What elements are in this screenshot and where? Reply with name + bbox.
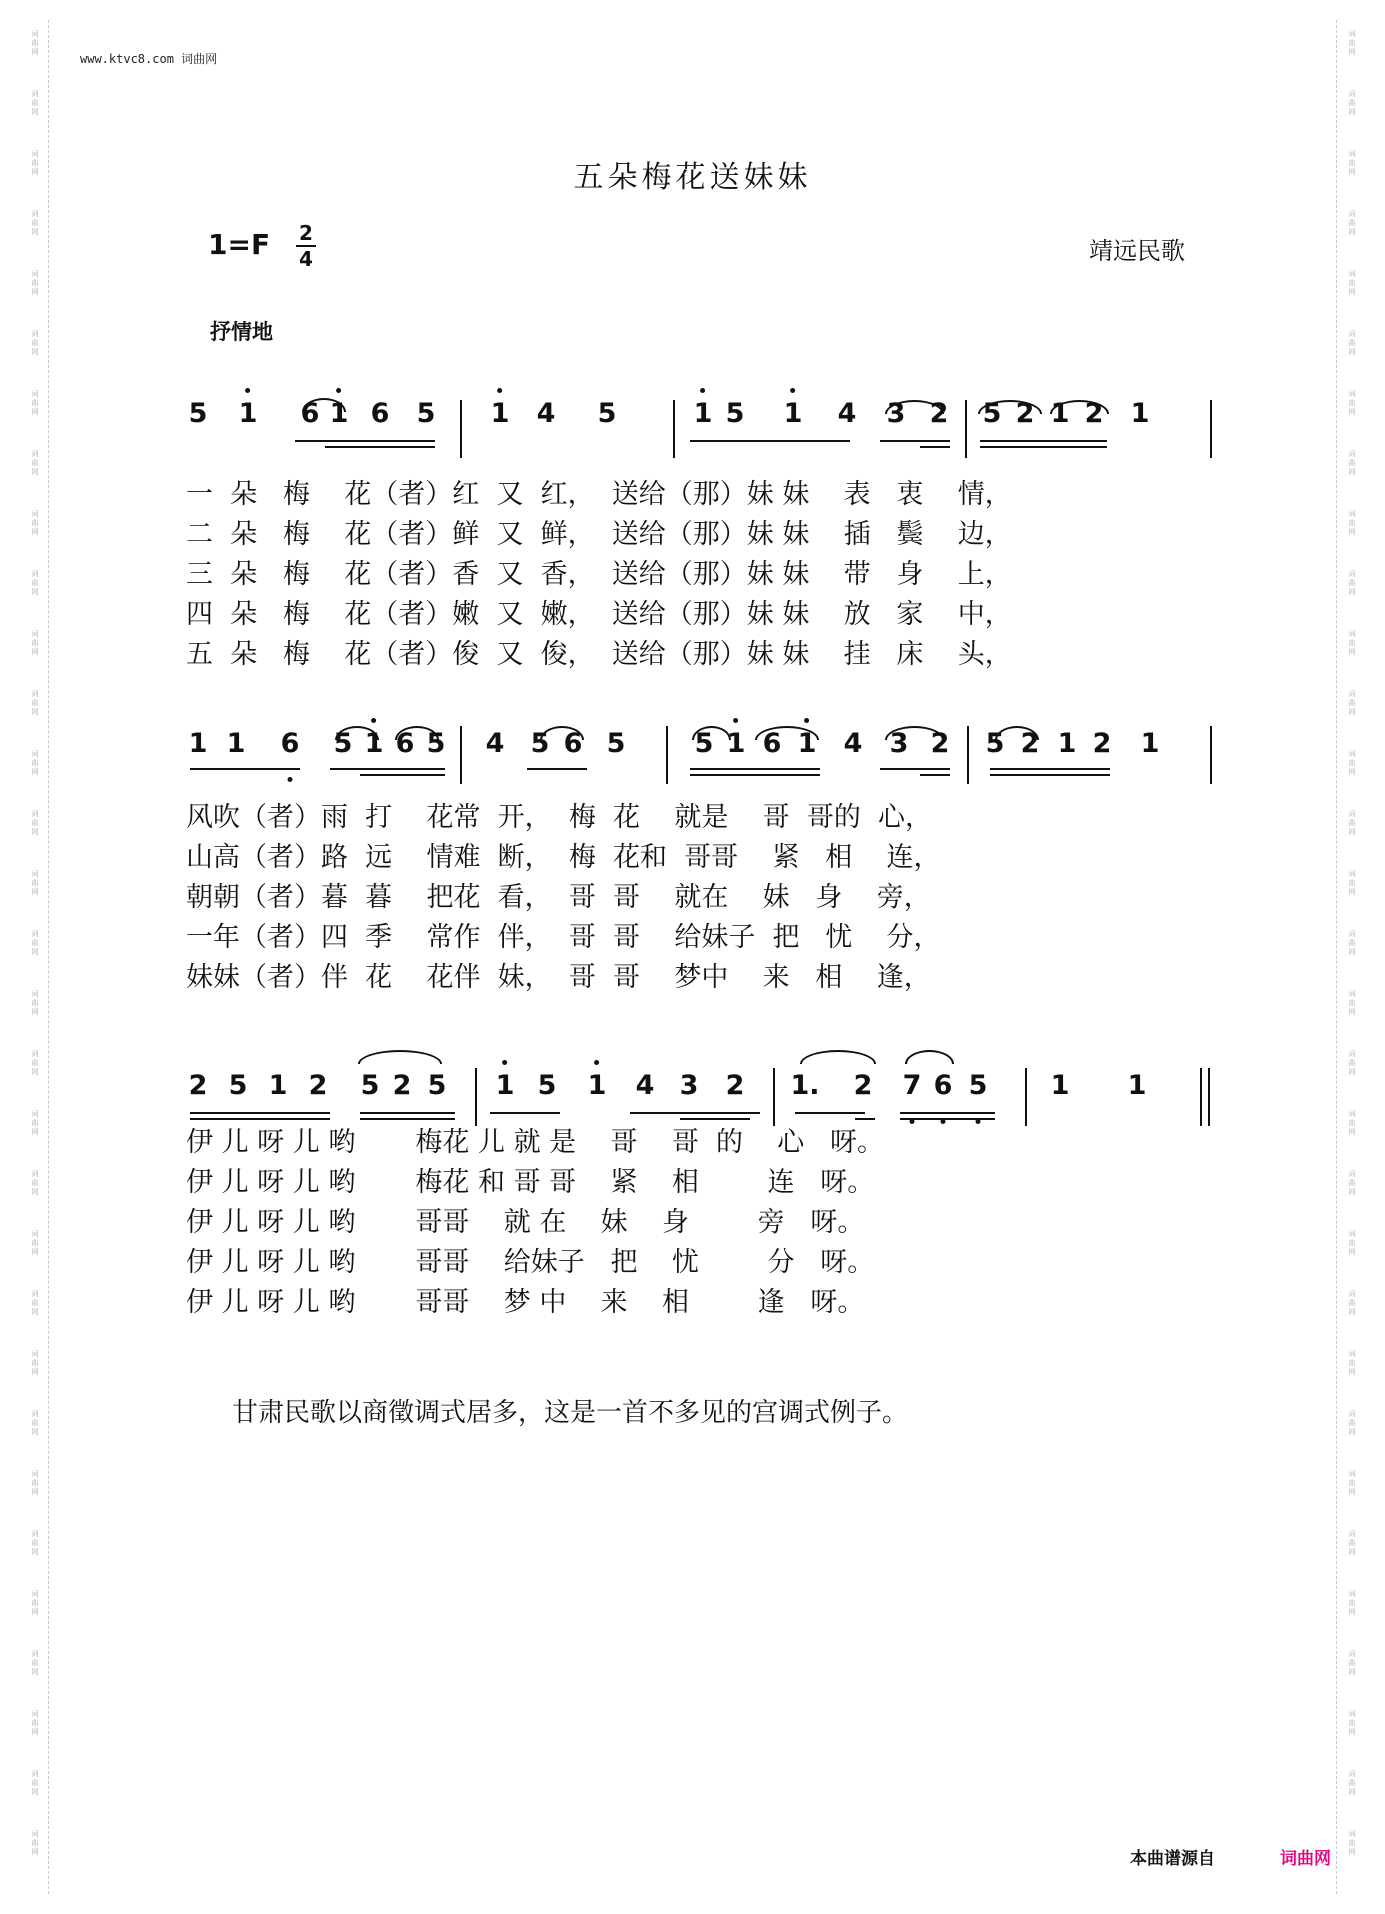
beam	[880, 440, 950, 442]
slur	[302, 398, 346, 412]
watermark-text: 词 曲 网	[31, 630, 39, 656]
watermark-text: 词 曲 网	[31, 390, 39, 416]
note: 7	[902, 1070, 922, 1101]
beam	[920, 774, 950, 776]
note: 6	[370, 398, 390, 429]
beam	[980, 440, 1107, 442]
watermark-text: 词 曲 网	[1348, 870, 1356, 896]
note: 6	[280, 728, 300, 759]
watermark-text: 词 曲 网	[1348, 510, 1356, 536]
bar-line	[1025, 1068, 1027, 1126]
note: 1	[239, 398, 258, 429]
note: 1	[798, 728, 817, 759]
note: 3	[889, 728, 909, 759]
watermark-text: 词 曲 网	[1348, 1830, 1356, 1856]
note: 1	[784, 398, 803, 429]
note: 5	[537, 1070, 557, 1101]
note: 6	[300, 398, 320, 429]
watermark-text: 词 曲 网	[31, 1650, 39, 1676]
watermark-text: 词 曲 网	[31, 1050, 39, 1076]
watermark-text: 词 曲 网	[1348, 1470, 1356, 1496]
commentary-text: 甘肃民歌以商徵调式居多，这是一首不多见的宫调式例子。	[232, 1398, 909, 1428]
note: 2	[188, 1070, 208, 1101]
meter-top: 2	[299, 221, 313, 245]
song-origin: 靖远民歌	[1089, 237, 1185, 265]
beam	[527, 768, 587, 770]
note: 2	[1092, 728, 1112, 759]
note: 3	[679, 1070, 699, 1101]
watermark-text: 词 曲 网	[1348, 1230, 1356, 1256]
watermark-text: 词 曲 网	[31, 1530, 39, 1556]
watermark-text: 词 曲 网	[31, 990, 39, 1016]
note: 1	[694, 398, 713, 429]
note: 4	[536, 398, 556, 429]
note: 5	[427, 1070, 447, 1101]
slur	[335, 726, 379, 740]
slur	[800, 1050, 876, 1064]
lyric-line: 伊 儿 呀 儿 哟 哥哥 给妹子 把 忧 分 呀。	[186, 1247, 875, 1278]
watermark-text: 词 曲 网	[1348, 690, 1356, 716]
note: 6	[762, 728, 782, 759]
time-signature	[296, 222, 316, 270]
lyric-line: 伊 儿 呀 儿 哟 梅花 和 哥 哥 紧 相 连 呀。	[186, 1167, 875, 1198]
bar-line	[965, 400, 967, 458]
song-title: 五朵梅花送妹妹	[573, 160, 812, 195]
slur	[885, 726, 944, 740]
beam	[880, 768, 950, 770]
slur	[395, 726, 439, 740]
note: 5	[694, 728, 714, 759]
watermark-text: 词 曲 网	[31, 1230, 39, 1256]
lyric-line: 山高（者）路 远 情难 断， 梅 花和 哥哥 紧 相 连，	[186, 842, 941, 873]
slur	[358, 1050, 442, 1064]
slur	[885, 400, 944, 414]
lyric-line: 一 朵 梅 花（者）红 又 红， 送给（那）妹 妹 表 衷 情，	[186, 479, 1012, 510]
note: 1	[1130, 398, 1150, 429]
note: 1	[496, 1070, 515, 1101]
bar-line	[460, 726, 462, 784]
watermark-text: 词 曲 网	[31, 210, 39, 236]
key-signature: 1=F	[208, 228, 271, 261]
lyric-line: 朝朝（者）暮 暮 把花 看， 哥 哥 就在 妹 身 旁，	[186, 882, 931, 913]
note: 2	[725, 1070, 745, 1101]
watermark-text: 词 曲 网	[31, 450, 39, 476]
note: 3	[886, 398, 906, 429]
watermark-text: 词 曲 网	[31, 1350, 39, 1376]
watermark-text: 词 曲 网	[1348, 90, 1356, 116]
watermark-text: 词 曲 网	[31, 1110, 39, 1136]
watermark-text: 词 曲 网	[31, 690, 39, 716]
note: 5	[228, 1070, 248, 1101]
watermark-text: 词 曲 网	[1348, 930, 1356, 956]
lyric-line: 伊 儿 呀 儿 哟 哥哥 就 在 妹 身 旁 呀。	[186, 1207, 865, 1238]
note: 1	[1050, 398, 1070, 429]
note: 1.	[790, 1070, 820, 1101]
watermark-text: 词 曲 网	[31, 30, 39, 56]
watermark-text: 词 曲 网	[31, 1770, 39, 1796]
bar-line	[1208, 1068, 1210, 1126]
lyric-line: 四 朵 梅 花（者）嫩 又 嫩， 送给（那）妹 妹 放 家 中，	[186, 599, 1012, 630]
beam	[490, 1112, 560, 1114]
slur	[995, 726, 1039, 740]
lyrics-block-2	[186, 795, 941, 993]
note: 2	[1015, 398, 1035, 429]
beam	[190, 768, 300, 770]
beam	[980, 446, 1107, 448]
lyric-line: 三 朵 梅 花（者）香 又 香， 送给（那）妹 妹 带 身 上，	[186, 559, 1012, 590]
watermark-text: 词 曲 网	[31, 1170, 39, 1196]
watermark-text: 词 曲 网	[31, 870, 39, 896]
note: 5	[606, 728, 626, 759]
beam	[990, 774, 1110, 776]
beam	[690, 440, 850, 442]
watermark-text: 词 曲 网	[1348, 210, 1356, 236]
note: 5	[597, 398, 617, 429]
lyric-line: 妹妹（者）伴 花 花伴 妹， 哥 哥 梦中 来 相 逢，	[186, 962, 931, 993]
beam	[295, 440, 435, 442]
note: 1	[268, 1070, 288, 1101]
footer-source-label: 本曲谱源自	[1130, 1849, 1215, 1869]
footer-brand-link[interactable]: 词曲网	[1280, 1849, 1331, 1869]
watermark-text: 词 曲 网	[1348, 1770, 1356, 1796]
note: 4	[485, 728, 505, 759]
note: 6	[395, 728, 415, 759]
lyrics-block-1	[186, 472, 1012, 670]
watermark-text: 词 曲 网	[1348, 1710, 1356, 1736]
watermark-text: 词 曲 网	[1348, 1650, 1356, 1676]
beam	[990, 768, 1110, 770]
watermark-text: 词 曲 网	[31, 750, 39, 776]
watermark-text: 词 曲 网	[31, 810, 39, 836]
note: 1	[1050, 1070, 1070, 1101]
note: 1	[727, 728, 746, 759]
bar-line	[475, 1068, 477, 1126]
lyric-line: 伊 儿 呀 儿 哟 哥哥 梦 中 来 相 逢 呀。	[186, 1287, 865, 1318]
note: 5	[188, 398, 208, 429]
watermark-text: 词 曲 网	[31, 1590, 39, 1616]
note: 2	[929, 398, 949, 429]
watermark-text: 词 曲 网	[31, 330, 39, 356]
beam	[900, 1112, 995, 1114]
slur	[1050, 400, 1109, 414]
lyric-line: 五 朵 梅 花（者）俊 又 俊， 送给（那）妹 妹 挂 床 头，	[186, 639, 1012, 670]
bar-line	[673, 400, 675, 458]
watermark-text: 词 曲 网	[1348, 450, 1356, 476]
beam	[690, 774, 820, 776]
watermark-text: 词 曲 网	[1348, 1530, 1356, 1556]
bar-line	[666, 726, 668, 784]
watermark-text: 词 曲 网	[1348, 810, 1356, 836]
note: 5	[985, 728, 1005, 759]
slur	[978, 400, 1042, 414]
note: 5	[982, 398, 1002, 429]
watermark-text: 词 曲 网	[31, 510, 39, 536]
beam	[690, 768, 820, 770]
lyric-line: 一年（者）四 季 常作 伴， 哥 哥 给妹子 把 忧 分，	[186, 922, 941, 953]
watermark-text: 词 曲 网	[1348, 1590, 1356, 1616]
beam	[360, 1112, 455, 1114]
meter-bottom: 4	[299, 247, 313, 271]
beam	[920, 446, 950, 448]
watermark-text: 词 曲 网	[1348, 1290, 1356, 1316]
beam	[190, 1112, 330, 1114]
slur	[755, 726, 819, 740]
note: 5	[416, 398, 436, 429]
watermark-text: 词 曲 网	[31, 1290, 39, 1316]
lyric-line: 二 朵 梅 花（者）鲜 又 鲜， 送给（那）妹 妹 插 鬓 边，	[186, 519, 1012, 550]
watermark-text: 词 曲 网	[31, 570, 39, 596]
watermark-text: 词 曲 网	[1348, 630, 1356, 656]
note: 2	[1020, 728, 1040, 759]
bar-line	[1210, 726, 1212, 784]
note: 1	[1057, 728, 1077, 759]
note: 1	[588, 1070, 607, 1101]
note: 5	[360, 1070, 380, 1101]
watermark-text: 词 曲 网	[1348, 1170, 1356, 1196]
note: 5	[968, 1070, 988, 1101]
watermark-text: 词 曲 网	[1348, 330, 1356, 356]
beam	[330, 768, 445, 770]
note: 6	[563, 728, 583, 759]
note: 4	[837, 398, 857, 429]
watermark-text: 词 曲 网	[1348, 1410, 1356, 1436]
watermark-text: 词 曲 网	[31, 90, 39, 116]
note: 2	[308, 1070, 328, 1101]
watermark-text: 词 曲 网	[1348, 150, 1356, 176]
note: 5	[725, 398, 745, 429]
note: 5	[333, 728, 353, 759]
bar-line	[967, 726, 969, 784]
note: 4	[635, 1070, 655, 1101]
slur	[540, 726, 584, 740]
watermark-text: 词 曲 网	[31, 930, 39, 956]
beam	[325, 446, 435, 448]
note: 5	[426, 728, 446, 759]
watermark-text: 词 曲 网	[1348, 270, 1356, 296]
watermark-text: 词 曲 网	[31, 270, 39, 296]
watermark-text: 词 曲 网	[31, 1470, 39, 1496]
lyric-line: 风吹（者）雨 打 花常 开， 梅 花 就是 哥 哥的 心，	[186, 802, 932, 833]
bar-line	[773, 1068, 775, 1126]
watermark-text: 词 曲 网	[1348, 1110, 1356, 1136]
watermark-text: 词 曲 网	[1348, 30, 1356, 56]
watermark-text: 词 曲 网	[1348, 990, 1356, 1016]
note: 2	[853, 1070, 873, 1101]
watermark-text: 词 曲 网	[31, 1710, 39, 1736]
note: 6	[933, 1070, 953, 1101]
note: 1	[365, 728, 384, 759]
watermark-text: 词 曲 网	[1348, 390, 1356, 416]
watermark-text: 词 曲 网	[1348, 570, 1356, 596]
beam	[360, 774, 445, 776]
watermark-text: 词 曲 网	[1348, 750, 1356, 776]
watermark-text: 词 曲 网	[31, 150, 39, 176]
slur	[692, 726, 731, 740]
tempo-marking: 抒情地	[210, 320, 273, 344]
note: 1	[330, 398, 349, 429]
beam	[795, 1112, 865, 1114]
note: 1	[491, 398, 510, 429]
watermark-text: 词 曲 网	[1348, 1050, 1356, 1076]
note: 4	[843, 728, 863, 759]
slur	[905, 1050, 954, 1064]
beam	[630, 1112, 760, 1114]
note: 2	[1084, 398, 1104, 429]
beam	[900, 1118, 995, 1120]
bar-line	[1200, 1068, 1202, 1126]
watermark-text: 词 曲 网	[31, 1410, 39, 1436]
note: 1	[1140, 728, 1160, 759]
note: 2	[392, 1070, 412, 1101]
site-url[interactable]: www.ktvc8.com 词曲网	[80, 52, 218, 66]
watermark-text: 词 曲 网	[31, 1830, 39, 1856]
note: 2	[930, 728, 950, 759]
note: 5	[530, 728, 550, 759]
lyric-line: 伊 儿 呀 儿 哟 梅花 儿 就 是 哥 哥 的 心 呀。	[186, 1127, 885, 1158]
bar-line	[460, 400, 462, 458]
note: 1	[188, 728, 208, 759]
watermark-text: 词 曲 网	[1348, 1350, 1356, 1376]
note: 1	[1127, 1070, 1147, 1101]
lyrics-block-3	[186, 1120, 885, 1318]
note: 1	[226, 728, 246, 759]
bar-line	[1210, 400, 1212, 458]
